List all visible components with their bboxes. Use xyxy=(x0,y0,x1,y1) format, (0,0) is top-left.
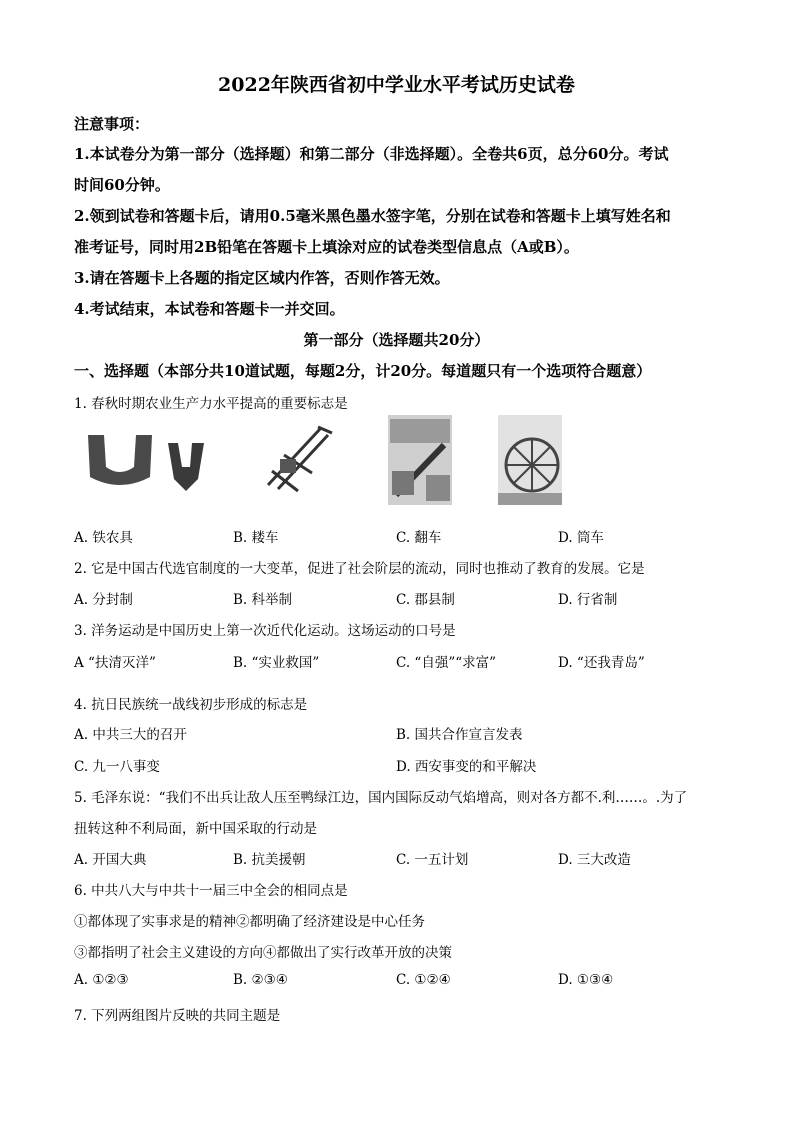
chain-pump-image xyxy=(388,415,452,505)
iron-tools-image xyxy=(80,415,220,505)
option-b: B. “实业救国” xyxy=(233,655,320,671)
question-6-statements: ①都体现了实事求是的精神②都明确了经济建设是中心任务 xyxy=(74,914,425,930)
option-a: A “扶清灭洋” xyxy=(74,655,156,671)
option-c: C. 一五计划 xyxy=(396,852,469,868)
question-1-stem: 1. 春秋时期农业生产力水平提高的重要标志是 xyxy=(74,396,348,412)
part1-title: 第一部分（选择题共20分） xyxy=(303,331,490,349)
question-5-stem-cont: 扭转这种不利局面，新中国采取的行动是 xyxy=(74,821,317,837)
option-c: C. 翻车 xyxy=(396,530,442,546)
option-b: B. 耧车 xyxy=(233,530,279,546)
page-title: 2022年陕西省初中学业水平考试历史试卷 xyxy=(218,74,575,96)
option-b: B. 抗美援朝 xyxy=(233,852,306,868)
option-d: D. 三大改造 xyxy=(558,852,631,868)
option-c: C. ①②④ xyxy=(396,972,451,988)
option-d: D. “还我青岛” xyxy=(558,655,645,671)
question-6-statements: ③都指明了社会主义建设的方向④都做出了实行改革开放的决策 xyxy=(74,945,452,961)
notice-line: 时间60分钟。 xyxy=(74,176,170,194)
seed-drill-image xyxy=(258,415,338,505)
option-b: B. 科举制 xyxy=(233,592,293,608)
option-d: D. 行省制 xyxy=(558,592,618,608)
section1-title: 一、选择题（本部分共10道试题，每题2分，计20分。每道题只有一个选项符合题意） xyxy=(74,362,652,380)
option-c: C. “自强”“求富” xyxy=(396,655,497,671)
option-a: A. 中共三大的召开 xyxy=(74,727,187,743)
question-2-stem: 2. 它是中国古代选官制度的一大变革，促进了社会阶层的流动，同时也推动了教育的发展。它是 xyxy=(74,561,645,577)
notice-line: 2.领到试卷和答题卡后，请用0.5毫米黑色墨水签字笔，分别在试卷和答题卡上填写姓名和 xyxy=(74,207,671,225)
option-a: A. 分封制 xyxy=(74,592,133,608)
notice-heading: 注意事项： xyxy=(74,115,150,133)
notice-line: 4.考试结束，本试卷和答题卡一并交回。 xyxy=(74,300,345,318)
option-a: A. 铁农具 xyxy=(74,530,133,546)
question-4-stem: 4. 抗日民族统一战线初步形成的标志是 xyxy=(74,697,308,713)
water-wheel-image xyxy=(498,415,562,505)
question-5-stem: 5. 毛泽东说：“我们不出兵让敌人压至鸭绿江边，国内国际反动气焰增高，则对各方都不.利……。.为了 xyxy=(74,790,688,806)
notice-line: 准考证号，同时用2B铅笔在答题卡上填涂对应的试卷类型信息点（A或B）。 xyxy=(74,238,579,256)
option-d: D. ①③④ xyxy=(558,972,614,988)
question-6-stem: 6. 中共八大与中共十一届三中全会的相同点是 xyxy=(74,883,348,899)
option-d: D. 筒车 xyxy=(558,530,604,546)
question-3-stem: 3. 洋务运动是中国历史上第一次近代化运动。这场运动的口号是 xyxy=(74,623,456,639)
option-b: B. 国共合作宣言发表 xyxy=(396,727,523,743)
option-d: D. 西安事变的和平解决 xyxy=(396,759,537,775)
question-7-stem: 7. 下列两组图片反映的共同主题是 xyxy=(74,1008,281,1024)
option-c: C. 郡县制 xyxy=(396,592,455,608)
option-a: A. ①②③ xyxy=(74,972,129,988)
notice-line: 1.本试卷分为第一部分（选择题）和第二部分（非选择题）。全卷共6页，总分60分。考试 xyxy=(74,145,669,163)
notice-line: 3.请在答题卡上各题的指定区域内作答，否则作答无效。 xyxy=(74,269,450,287)
option-c: C. 九一八事变 xyxy=(74,759,160,775)
option-b: B. ②③④ xyxy=(233,972,288,988)
option-a: A. 开国大典 xyxy=(74,852,147,868)
